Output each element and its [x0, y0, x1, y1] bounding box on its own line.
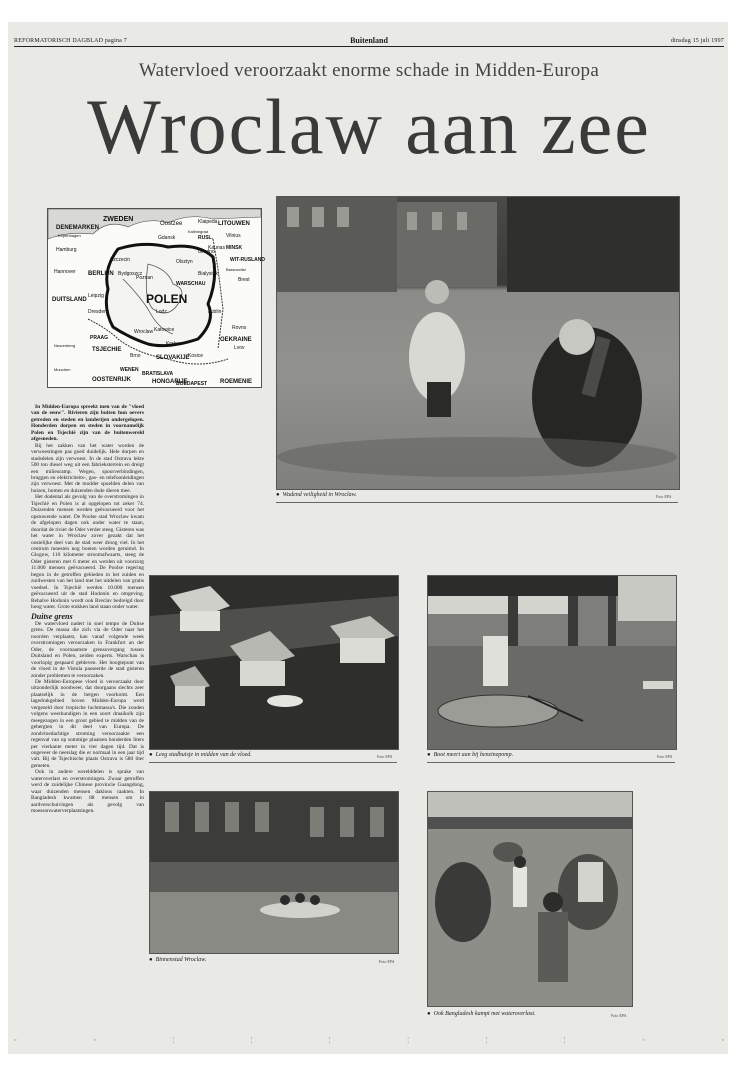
map-label: Krakow — [166, 341, 183, 347]
map-label: Neurenberg — [54, 343, 76, 348]
map-label: DENEMARKEN — [56, 225, 100, 231]
photo-graphic — [150, 792, 398, 953]
map-label: Dresden — [88, 309, 107, 315]
map-label: ROEMENIE — [220, 379, 253, 385]
header-paper-name: REFORMATORISCH DAGBLAD pagina 7 — [14, 38, 127, 44]
map-label: Klaipeda — [198, 219, 218, 225]
article-subhead: Duitse grens — [31, 611, 73, 621]
map-label: Wroclaw — [134, 329, 154, 335]
map-label: TSJECHIE — [92, 347, 122, 353]
caption-text: Wadend veiligheid in Wroclaw. — [282, 492, 357, 498]
header-rule — [14, 46, 724, 47]
map-graphic — [48, 209, 265, 387]
map-label: Brest — [238, 277, 250, 283]
map-label: BERLIJN — [88, 271, 114, 277]
map-label: HONGARIJE — [152, 379, 188, 385]
map-label: WIT-RUSLAND — [230, 257, 265, 263]
article-paragraph: De Midden-Europese vloed is veroorzaakt door uitzonderlijk noodweer, dat doorgaans slechts zeer plaatselijk in de bergen voorkomt. Een lagedrukgebied boven Midden-Europa werd vergezeld door tropische luchtmassa's. Die zouden volgens weerkundigen in een soort draaikolk zijn meegezogen in een groot gebied te midden van de gebergten in dit deel van Europa. De zondvloedachtige stroming veroorzaakte een regenval van op sommige plaatsen honderden liters per vierkante meter in vier dagen tijd. Dat is ongeveer de neerslag die er normaal in een jaar tijd valt. Bij de Tsjechische plaats Ostrava is 580 liter gemeten. — [31, 679, 144, 769]
map-label: WARSCHAU — [176, 281, 206, 287]
map-label: LITOUWEN — [218, 221, 250, 227]
photo-graphic — [428, 792, 632, 1006]
map-label: Vilnius — [226, 233, 241, 239]
photo-city-center-flood — [149, 791, 399, 954]
credit-top-photo: Foto EPA — [656, 494, 672, 499]
header-date: dinsdag 15 juli 1997 — [670, 38, 724, 44]
map-label: Lublin — [208, 309, 222, 315]
caption-text: Boot meert aan bij benzinepomp. — [433, 752, 514, 758]
kicker: Watervloed veroorzaakt enorme schade in Midden-Europa — [138, 60, 600, 81]
caption-bottom-left: ● Binnenstad Wroclaw. — [149, 957, 207, 963]
photo-bangladesh-flood — [427, 791, 633, 1007]
map-label: Kaunas — [208, 245, 225, 251]
caption-mid-right: ● Boot meert aan bij benzinepomp. — [427, 752, 514, 758]
credit-bottom-right: Foto EPA — [611, 1013, 627, 1018]
map-label: Katowice — [154, 327, 175, 333]
map-label: Hannover — [54, 269, 76, 275]
map-label: Gdansk — [158, 235, 176, 241]
map-label: RUSL. — [198, 235, 213, 241]
photo-graphic — [277, 197, 679, 489]
map-label: Olsztyn — [176, 259, 193, 265]
photo-flooded-houses — [149, 575, 399, 750]
map-label: DUITSLAND — [52, 297, 87, 303]
map-label: SLOVAKIJE — [156, 355, 190, 361]
map-label: Lodz — [156, 309, 167, 315]
divider — [149, 762, 397, 763]
article-text — [31, 404, 144, 815]
credit-bottom-left: Foto EPA — [379, 959, 395, 964]
map-label: PRAAG — [90, 335, 109, 341]
credit-mid-left: Foto EPA — [377, 754, 393, 759]
map-label: Brno — [130, 353, 141, 359]
map-label: Oostzee — [160, 221, 183, 227]
divider — [276, 502, 678, 503]
map-label: Lvov — [234, 345, 245, 351]
article-paragraph: Het dodental als gevolg van de overstromingen in Tsjechië en Polen is al opgelopen tot zeker 74. Duizenden mensen werden geëvacueerd voor het opstuwende water. De Poolse stad Wroclaw kwam de afgelopen dagen ook onder water te staan, doordat de rivier de Oder verder steeg. Gisteren was het water in Wroclaw zover gezakt dat het oostelijke deel van de stad weer droog viel. In het centrum moesten nog boeien worden geruimd. In Glogow, 110 kilometer stroomafwaarts, steeg de Oder gisteren met 6 meter en werden uit voorzorg 11.000 mensen geëvacueerd. De Poolse regering begon in de getroffen gebieden in het zuiden en zuidwesten van het land met het uitdelen van gratis voedsel. In Tsjechië werden 10.000 mensen geëvacueerd uit de stad Hodonin en omgeving. Behalve Hodonin wordt ook Breclav bedreigd door hoog water. Grote stukken land staan onder water. — [31, 494, 144, 611]
credit-mid-right: Foto EPA — [657, 754, 673, 759]
map-label: Baranovitsi — [226, 267, 246, 272]
caption-bottom-right: ● Ook Bangladesh kampt met wateroverlast. — [427, 1011, 536, 1017]
map-label: MINSK — [226, 245, 243, 251]
map-label: Bydgoszcz — [118, 271, 143, 277]
caption-text: Leeg stadhuisje in midden van de vloed. — [155, 752, 252, 758]
map-label: Munchen — [54, 367, 71, 372]
article-lead: In Midden-Europa spreekt men van de "vloed van de eeuw". Rivieren zijn buiten hun oevers getreden en steden en landerijen ondergelopen. Honderden dorpen en steden in voornamelijk Polen en Tsjechië zijn van de buitenwereld afgesneden. — [31, 404, 144, 443]
caption-text: Binnenstad Wroclaw. — [155, 957, 207, 963]
map-label: Poznan — [136, 275, 153, 281]
article-paragraph: Bij het zakken van het water worden de verwoestingen pas goed duidelijk. Hele dorpen en stadsdelen zijn verwoest. In de stad Ostrava lekte 500 ton diesel weg uit een fabrieksterrein en dreigt een milieuramp. Wegen, spoorverbindingen, bruggen en elektriciteits-, gas- en telefoonleidingen zijn verwoest. Met de modder spoelden delen van huizen, bomen en duizenden dode dieren mee. — [31, 442, 144, 494]
divider — [427, 762, 675, 763]
photo-graphic — [428, 576, 676, 749]
map-label: Kopenhagen — [58, 233, 81, 238]
photo-graphic — [150, 576, 398, 749]
headline: Wroclaw aan zee — [87, 83, 651, 170]
map-label: Leipzig — [88, 293, 104, 299]
map-label: Hamburg — [56, 247, 77, 253]
header-section: Buitenland — [350, 36, 388, 45]
article-paragraph: Ook in andere werelddelen is sprake van wateroverlast en overstromingen. Zwaar getroffen werd de zuidelijke Chinese provincie Guangdong, waar duizenden mensen dakloos raakten. In Bangladesh kwamen 88 mensen om in aardverschuivingen als gevolg van moessonwaterverplaatsingen. — [31, 769, 144, 815]
article-paragraph: De watervloed nadert in snel tempo de Duitse grens. De massa die zich via de Oder naar het noorden verplaatst, kan vanaf volgende week overstromingen veroorzaken in Frankfurt an der Oder, de voornaamste grensovergang tussen Duitsland en Polen, zeiden experts. Warschau is voorlopig gespaard gebleven. Het hoogtepunt van de vloed in de Vistula passeerde de stad gisteren zonder problemen te veroorzaken. — [31, 620, 144, 679]
print-registration-marks: ◦ ◦ ¦ ¦ ¦ ¦ ¦ ¦ ◦ ◦ — [14, 1036, 724, 1044]
map-label: Kosice — [188, 353, 204, 359]
map-label: Rovno — [232, 325, 247, 331]
map-label: Bialystok — [198, 271, 219, 277]
map-label: POLEN — [146, 292, 188, 306]
map-label: Kaliningrad — [188, 229, 209, 234]
photo-flooded-street — [276, 196, 680, 490]
map-label: OEKRAINE — [220, 337, 252, 343]
caption-mid-left: ● Leeg stadhuisje in midden van de vloed. — [149, 752, 252, 758]
map-poland-region — [47, 208, 265, 388]
map-label: ZWEDEN — [103, 216, 134, 223]
map-label: Grodno — [198, 249, 215, 255]
caption-top-photo: ● Wadend veiligheid in Wroclaw. — [276, 492, 357, 498]
map-label: OOSTENRIJK — [92, 377, 132, 383]
map-label: WENEN — [120, 367, 139, 373]
map-label: BOEDAPEST — [176, 381, 208, 387]
caption-text: Ook Bangladesh kampt met wateroverlast. — [433, 1011, 536, 1017]
photo-gas-station-boat — [427, 575, 677, 750]
map-label: BRATISLAVA — [142, 371, 174, 377]
map-label: Szczecin — [110, 257, 131, 263]
